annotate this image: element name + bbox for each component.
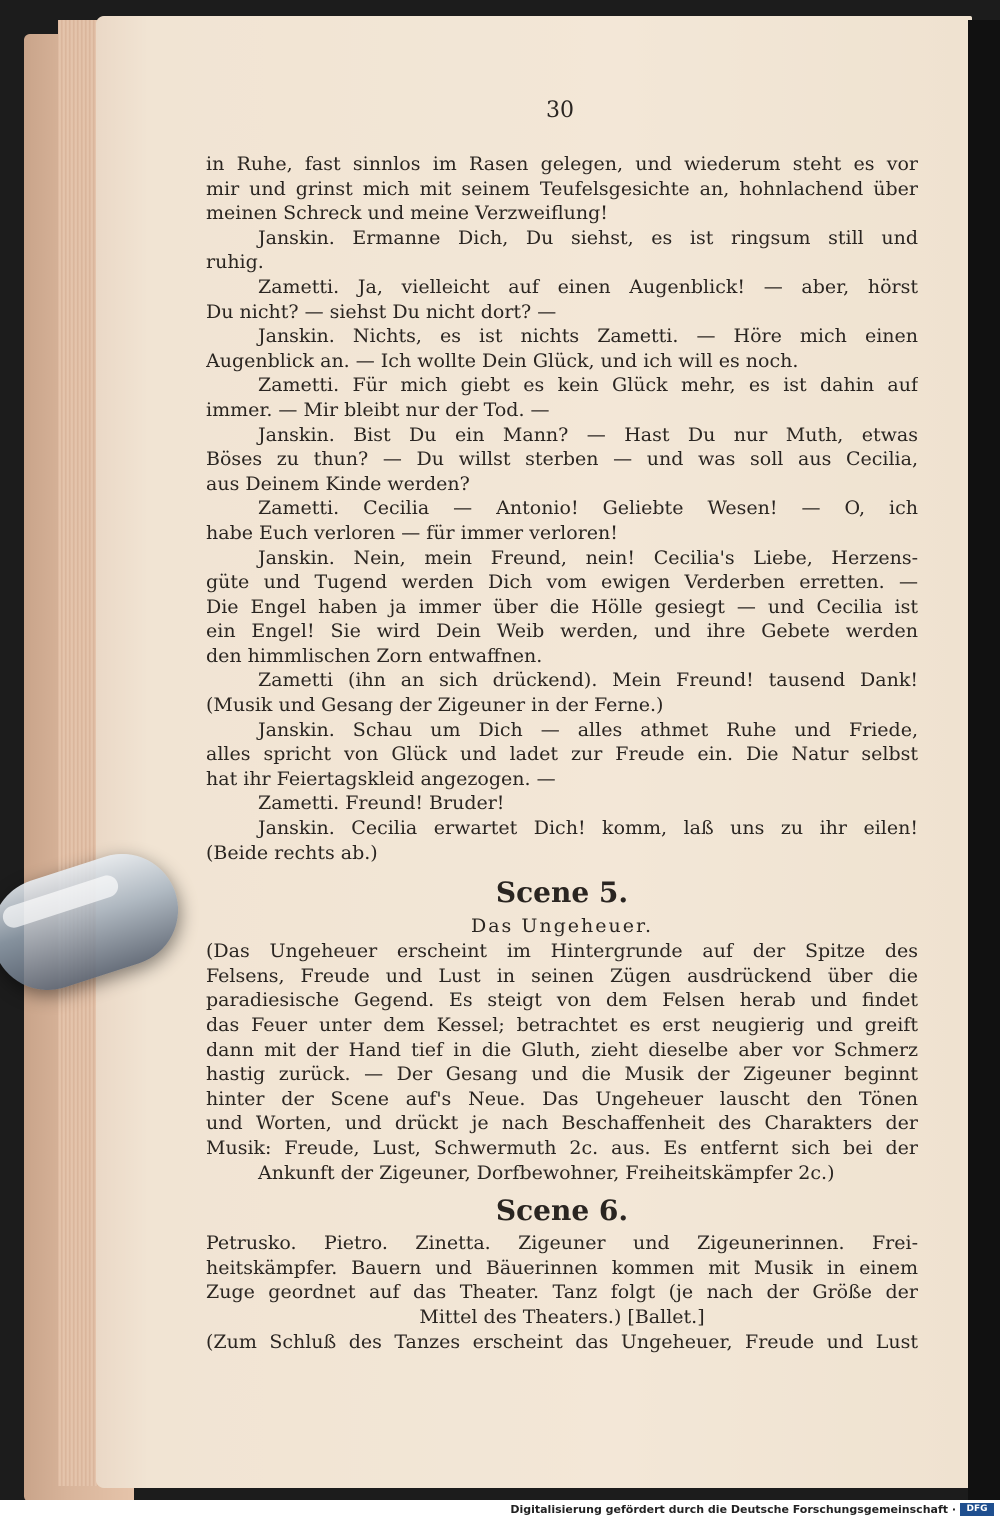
funding-credit: Digitalisierung gefördert durch die Deutsche Forschungsgemeinschaft ·: [510, 1503, 956, 1516]
text-line: Ankunft der Zigeuner, Dorfbewohner, Freiheitskämpfer 2c.): [258, 1161, 835, 1184]
dialogue-block: [206, 152, 918, 865]
text-line: (Beide rechts ab.): [206, 841, 378, 864]
text-line: Janskin. Nein, mein Freund, nein! Cecilia's Liebe, Herzens-: [258, 546, 918, 569]
text-line: und Worten, und drückt je nach Beschaffenheit des Charakters der: [206, 1112, 918, 1135]
text-line: in Ruhe, fast sinnlos im Rasen gelegen, und wiederum steht es vor: [206, 153, 918, 175]
text-line: Musik: Freude, Lust, Schwermuth 2c. aus. Es entfernt sich bei der: [206, 1136, 918, 1159]
dfg-logo-icon: DFG: [960, 1503, 994, 1516]
text-line: Böses zu thun? — Du willst sterben — und was soll aus Cecilia,: [206, 448, 918, 471]
text-line: heitskämpfer. Bauern und Bäuerinnen kommen mit Musik in einem: [206, 1256, 918, 1279]
text-line: Janskin. Bist Du ein Mann? — Hast Du nur Muth, etwas: [258, 423, 918, 446]
text-line: Zametti (ihn an sich drückend). Mein Freund! tausend Dank!: [258, 669, 918, 692]
scene-5-heading: Scene 5.: [495, 876, 629, 910]
text-line: Zametti. Für mich giebt es kein Glück mehr, es ist dahin auf: [258, 374, 918, 397]
text-line: meinen Schreck und meine Verzweiflung!: [206, 202, 608, 225]
text-line: hastig zurück. — Der Gesang und die Musik der Zigeuner beginnt: [206, 1063, 918, 1086]
text-line: güte und Tugend werden Dich vom ewigen Verderben erretten. —: [206, 571, 918, 594]
text-line: (Das Ungeheuer erscheint im Hintergrunde auf der Spitze des: [206, 940, 918, 963]
text-line: mir und grinst mich mit seinem Teufelsgesichte an, hohnlachend über: [206, 177, 918, 200]
text-line: aus Deinem Kinde werden?: [206, 472, 470, 495]
text-line: Du nicht? — siehst Du nicht dort? —: [206, 300, 557, 323]
text-line: Zametti. Cecilia — Antonio! Geliebte Wesen! — O, ich: [258, 497, 918, 520]
text-line: Zametti. Freund! Bruder!: [258, 792, 505, 815]
text-line: Zuge geordnet auf das Theater. Tanz folgt (je nach der Größe der: [206, 1281, 918, 1304]
text-line: Petrusko. Pietro. Zinetta. Zigeuner und Zigeunerinnen. Frei-: [206, 1232, 918, 1255]
scene-5-stage-direction: [206, 939, 918, 1185]
text-line: dann mit der Hand tief in die Gluth, zieht dieselbe aber vor Schmerz: [206, 1038, 918, 1061]
page-text: [206, 152, 918, 1354]
text-line: hat ihr Feiertagskleid angezogen. —: [206, 767, 556, 790]
text-line: Janskin. Cecilia erwartet Dich! komm, laß uns zu ihr eilen!: [258, 817, 918, 840]
text-line: Zametti. Ja, vielleicht auf einen Augenblick! — aber, hörst: [258, 275, 918, 298]
footer-bar: [0, 1500, 1000, 1520]
text-line: habe Euch verloren — für immer verloren!: [206, 521, 618, 544]
text-line: immer. — Mir bleibt nur der Tod. —: [206, 398, 550, 421]
text-line: (Musik und Gesang der Zigeuner in der Ferne.): [206, 694, 664, 717]
text-line: das Feuer unter dem Kessel; betrachtet es erst neugierig und greift: [206, 1014, 918, 1036]
text-line: Augenblick an. — Ich wollte Dein Glück, und ich will es noch.: [206, 349, 799, 372]
text-line: (Zum Schluß des Tanzes erscheint das Ungeheuer, Freude und Lust: [206, 1330, 918, 1353]
text-line: hinter der Scene auf's Neue. Das Ungeheuer lauscht den Tönen: [206, 1087, 918, 1110]
text-line: Janskin. Nichts, es ist nichts Zametti. — Höre mich einen: [258, 325, 918, 348]
page-number: 30: [546, 98, 574, 123]
scene-6-stage-direction: [206, 1231, 918, 1354]
text-line: alles spricht von Glück und ladet zur Freude ein. Die Natur selbst: [206, 743, 918, 766]
text-line: Mittel des Theaters.) [Ballet.]: [419, 1305, 705, 1328]
text-line: Janskin. Ermanne Dich, Du siehst, es ist ringsum still und: [258, 226, 918, 249]
text-line: paradiesische Gegend. Es steigt von dem Felsen herab und findet: [206, 989, 918, 1012]
scene-5-subheading: Das Ungeheuer.: [470, 915, 653, 938]
text-line: Die Engel haben ja immer über die Hölle gesiegt — und Cecilia ist: [206, 595, 918, 618]
book-gutter: [968, 20, 1000, 1500]
text-line: den himmlischen Zorn entwaffnen.: [206, 644, 543, 667]
text-line: ruhig.: [206, 251, 264, 274]
text-line: Janskin. Schau um Dich — alles athmet Ruhe und Friede,: [258, 718, 918, 741]
text-line: Felsens, Freude und Lust in seinen Zügen ausdrückend über die: [206, 964, 918, 987]
scene-6-heading: Scene 6.: [495, 1194, 629, 1228]
text-line: ein Engel! Sie wird Dein Weib werden, und ihre Gebete werden: [206, 620, 918, 643]
